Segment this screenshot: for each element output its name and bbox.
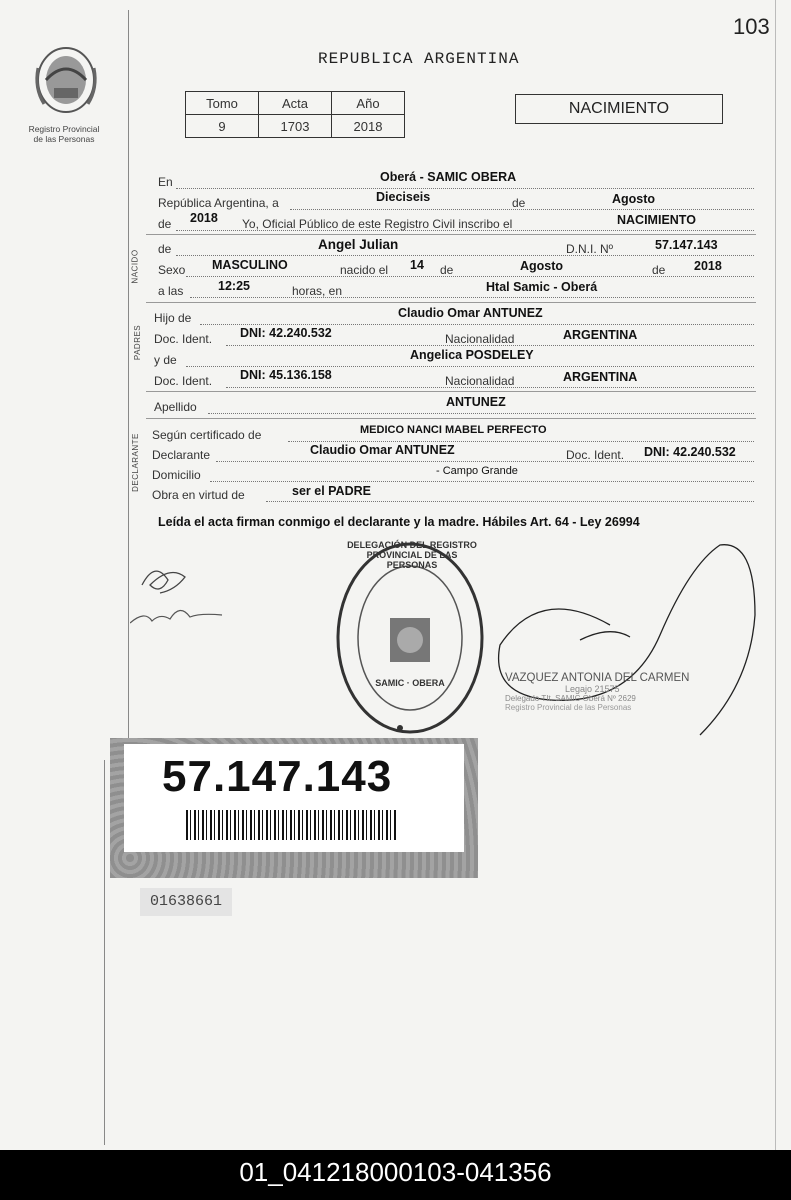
value-birth-day: 14 [410,258,424,272]
label-oficial: Yo, Oficial Público de este Registro Civil inscribo el [242,217,513,231]
barcode [186,810,396,840]
label-doc-ident2: Doc. Ident. [154,374,213,388]
line-time [190,297,754,298]
label-y-de: y de [154,353,177,367]
serial-number: 01638661 [140,888,232,916]
value-virtue: ser el PADRE [292,484,371,498]
value-father: Claudio Omar ANTUNEZ [398,306,543,320]
value-father-doc: DNI: 42.240.532 [240,326,332,340]
label-segun: Según certificado de [152,428,262,442]
value-birth-year: 2018 [694,259,722,273]
label-nacionalidad1: Nacionalidad [445,332,515,346]
label-obra: Obra en virtud de [152,488,245,502]
value-birth-month: Agosto [520,259,564,273]
line-surname [208,413,754,414]
label-sexo: Sexo [158,263,186,277]
value-month: Agosto [612,192,656,206]
sticker-number: 57.147.143 [162,752,393,801]
value-event: NACIMIENTO [617,213,696,227]
header-tomo: Tomo [186,92,259,115]
value-mother: Angelica POSDELEY [410,348,534,362]
record-type-box: NACIMIENTO [515,94,723,124]
value-address: - Campo Grande [436,465,518,477]
value-place: Oberá - SAMIC OBERA [380,170,517,184]
label-dni: D.N.I. Nº [566,242,614,256]
value-birth-place: Htal Samic - Oberá [486,280,598,294]
signature-officer [480,525,770,755]
barcode-sticker [110,738,478,878]
section-divider-apellido [146,391,756,392]
record-table [185,91,405,138]
value-time: 12:25 [218,279,250,293]
officer-legajo: Legajo 21575 [565,684,620,694]
right-edge-line [775,0,776,1150]
registry-caption-line2: de las Personas [33,134,95,144]
header-ano: Año [332,92,405,115]
header-acta: Acta [259,92,332,115]
value-ano: 2018 [332,115,405,138]
line-mother [186,366,754,367]
value-father-nat: ARGENTINA [563,328,638,342]
line-father [200,324,754,325]
line-declarant [216,461,754,462]
value-certificate: MEDICO NANCI MABEL PERFECTO [360,424,547,436]
label-de: de [512,196,526,210]
label-de-year: de [158,217,172,231]
officer-line3: Delegado TIt. SAMIC Oberá Nº 2629 [505,694,636,703]
stamp-ring-text: DELEGACIÓN DEL REGISTRO PROVINCIAL DE LAS PERSONAS [347,540,477,570]
line-virtue [266,501,754,502]
value-sex: MASCULINO [212,258,288,272]
line-en [176,188,754,189]
section-divider-padres [146,302,756,303]
registry-caption [14,124,114,144]
label-horas-en: horas, en [292,284,343,298]
label-de-name: de [158,242,172,256]
side-label-declarante: DECLARANTE [130,433,140,492]
value-surname: ANTUNEZ [446,395,506,409]
margin-line [128,10,129,770]
section-divider-declarante [146,418,756,419]
label-hijo-de: Hijo de [154,311,192,325]
label-nacionalidad2: Nacionalidad [445,374,515,388]
label-republica: República Argentina, a [158,196,279,210]
label-a-las: a las [158,284,184,298]
margin-line-lower [104,760,105,1145]
value-year: 2018 [190,211,218,225]
officer-stamp [505,672,705,712]
line-sexo [186,276,754,277]
stamp-inner-text: SAMIC · OBERA [375,678,445,688]
header-title: REPUBLICA ARGENTINA [318,50,520,68]
value-tomo: 9 [186,115,259,138]
province-emblem [30,38,102,118]
value-mother-nat: ARGENTINA [563,370,638,384]
value-dni: 57.147.143 [655,238,718,252]
label-doc-ident3: Doc. Ident. [566,448,625,462]
value-acta: 1703 [259,115,332,138]
value-declarant-doc: DNI: 42.240.532 [644,445,736,459]
side-label-nacido: NACIDO [130,249,140,284]
label-doc-ident1: Doc. Ident. [154,332,213,346]
page-number: 103 [733,14,770,39]
value-day-words: Dieciseis [376,190,431,204]
signature-declarant [130,555,240,635]
side-label-padres: PADRES [133,324,143,361]
value-name: Angel Julian [318,237,399,252]
value-mother-doc: DNI: 45.136.158 [240,368,332,382]
official-round-stamp [330,540,490,740]
label-apellido: Apellido [154,400,197,414]
line-address [210,481,754,482]
footer-id: 01_041218000103-041356 [0,1150,791,1200]
label-en: En [158,175,173,189]
label-declarante: Declarante [152,448,211,462]
label-domicilio: Domicilio [152,468,201,482]
label-de-year2: de [652,263,666,277]
registry-caption-line1: Registro Provincial [28,124,100,134]
line-name [176,255,754,256]
line-certificate [288,441,754,442]
officer-line4: Registro Provincial de las Personas [505,703,632,712]
label-de-month: de [440,263,454,277]
closing-text: Leída el acta firman conmigo el declarante y la madre. Hábiles Art. 64 - Ley 26994 [158,515,640,529]
label-nacido-el: nacido el [340,263,389,277]
officer-name: VAZQUEZ ANTONIA DEL CARMEN [505,672,690,684]
section-divider-nacido [146,234,756,235]
value-declarant: Claudio Omar ANTUNEZ [310,443,455,457]
